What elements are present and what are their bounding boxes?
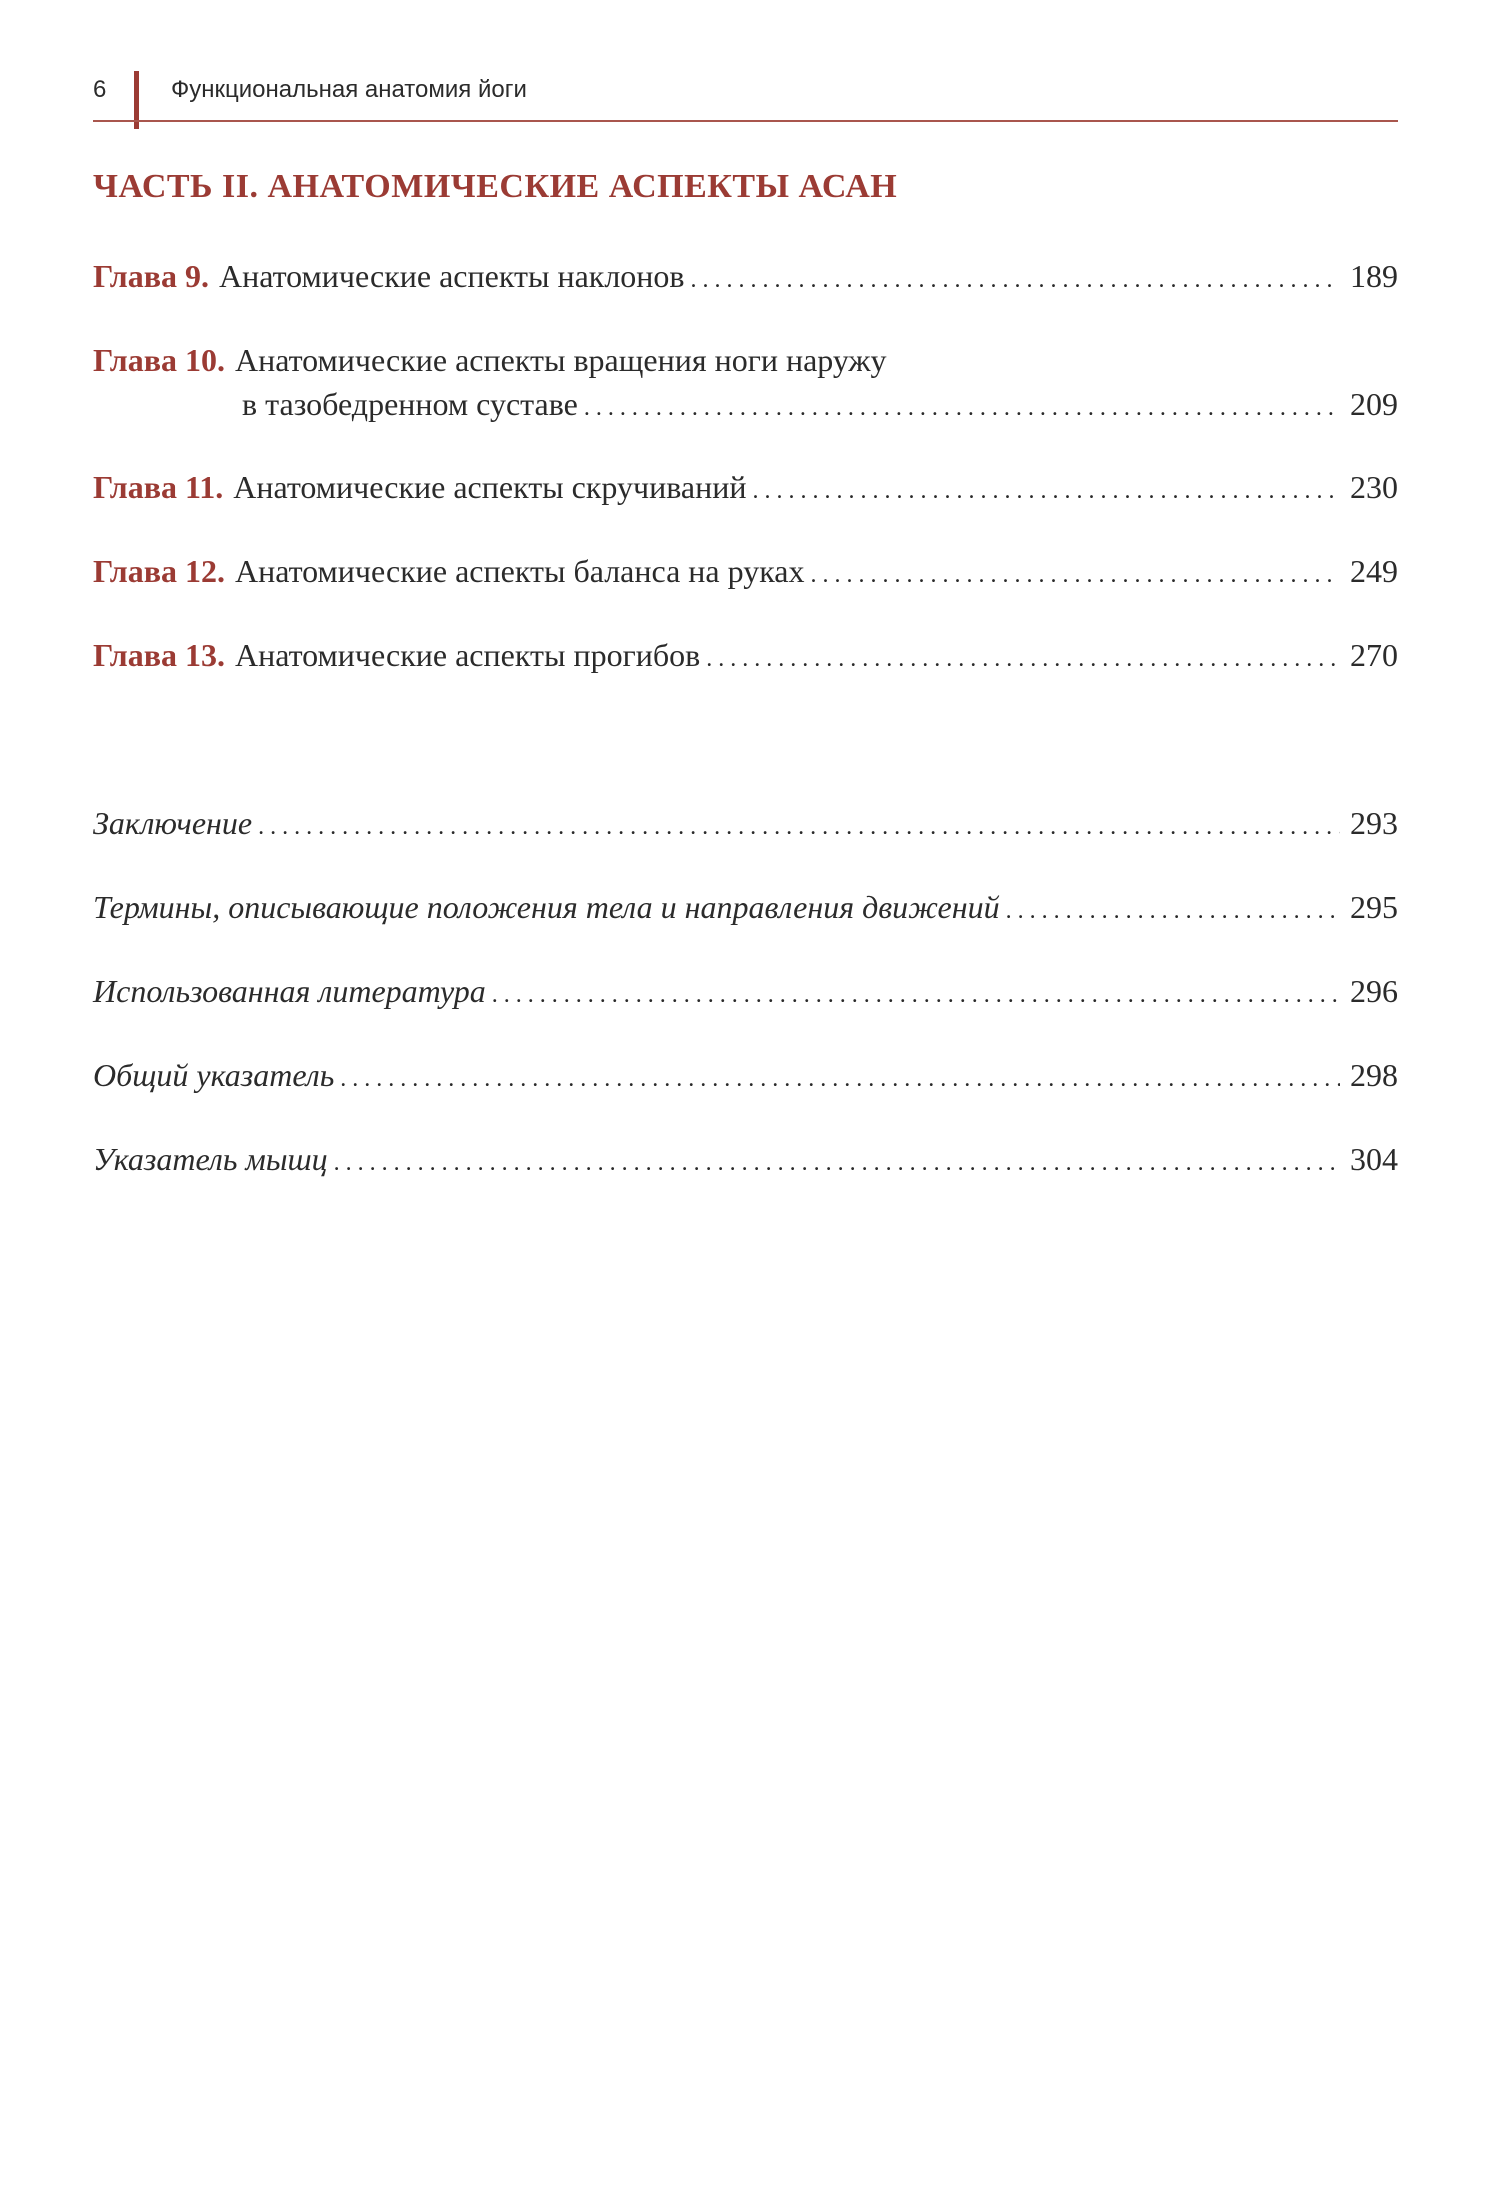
chapter-title: Анатомические аспекты баланса на руках [234, 553, 805, 589]
page-ref: 209 [1350, 386, 1398, 422]
toc-entry-muscle-index[interactable] [93, 1137, 1398, 1185]
page-ref: 295 [1350, 889, 1398, 925]
dot-leader [492, 973, 1340, 1017]
dot-leader [706, 637, 1340, 681]
chapter-title: Анатомические аспекты прогибов [234, 637, 701, 673]
chapter-title: Анатомические аспекты вращения ноги наружу [234, 342, 887, 378]
page-ref: 304 [1350, 1141, 1398, 1177]
dot-leader [810, 553, 1340, 597]
dot-leader [340, 1057, 1340, 1101]
chapter-title: Анатомические аспекты наклонов [218, 258, 685, 294]
dot-leader [752, 469, 1340, 513]
running-header [93, 66, 1398, 132]
entry-title: Термины, описывающие положения тела и направления движений [93, 889, 1000, 925]
part-title: ЧАСТЬ II. АНАТОМИЧЕСКИЕ АСПЕКТЫ АСАН [93, 168, 898, 205]
toc-entry-chapter-9[interactable] [93, 254, 1398, 302]
entry-title: Указатель мышц [93, 1141, 328, 1177]
dot-leader [1006, 889, 1340, 933]
chapter-label: Глава 13. [93, 637, 225, 673]
dot-leader [258, 805, 1340, 849]
dot-leader [584, 386, 1340, 430]
page-ref: 298 [1350, 1057, 1398, 1093]
header-divider [93, 120, 1398, 122]
chapter-label: Глава 11. [93, 469, 224, 505]
entry-title: Использованная литература [93, 973, 486, 1009]
chapter-title: Анатомические аспекты скручиваний [233, 469, 747, 505]
entry-title: Общий указатель [93, 1057, 335, 1093]
page-ref: 270 [1350, 637, 1398, 673]
book-title: Функциональная анатомия йоги [171, 76, 527, 103]
toc-entry-conclusion[interactable] [93, 801, 1398, 849]
chapter-label: Глава 12. [93, 553, 225, 589]
page-number: 6 [93, 76, 107, 103]
page-ref: 296 [1350, 973, 1398, 1009]
page-ref: 293 [1350, 805, 1398, 841]
toc-entry-references[interactable] [93, 969, 1398, 1017]
toc-entry-chapter-13[interactable] [93, 633, 1398, 681]
chapter-label: Глава 10. [93, 342, 225, 378]
chapter-label: Глава 9. [93, 258, 209, 294]
dot-leader [691, 258, 1340, 302]
toc-entry-terms[interactable] [93, 885, 1398, 933]
chapter-title-continued: в тазобедренном суставе [242, 386, 578, 422]
page-ref: 230 [1350, 469, 1398, 505]
toc-entry-chapter-12[interactable] [93, 549, 1398, 597]
toc-entry-general-index[interactable] [93, 1053, 1398, 1101]
dot-leader [334, 1141, 1340, 1185]
toc-entry-chapter-10[interactable] [93, 338, 1398, 430]
toc-entry-chapter-11[interactable] [93, 465, 1398, 513]
page-ref: 249 [1350, 553, 1398, 589]
entry-title: Заключение [93, 805, 253, 841]
page-ref: 189 [1350, 258, 1398, 294]
